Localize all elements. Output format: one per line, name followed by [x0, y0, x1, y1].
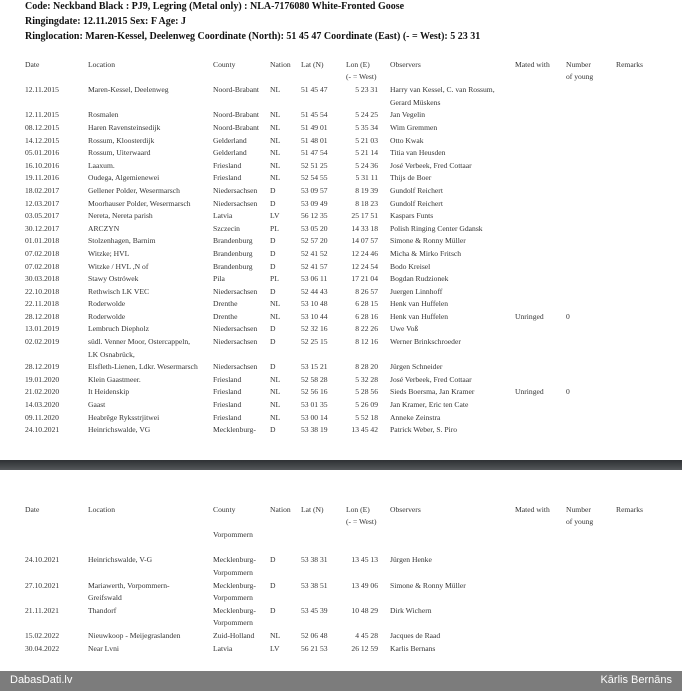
cell-observers: Sieds Boersma, Jan Kramer	[390, 387, 475, 397]
cell-location: südl. Venner Moor, Ostercappeln, LK Osnabrück,	[88, 337, 191, 359]
cell-observers: Jan Vegelin	[390, 110, 426, 120]
table-row	[0, 412, 682, 425]
cell-observers: Juergen Linnhoff	[390, 286, 443, 296]
cell-observers: Wim Gremmen	[390, 122, 438, 132]
cell-county: Friesland	[213, 387, 242, 397]
cell-nation: D	[270, 605, 276, 615]
cell-lon: 8 26 57	[355, 286, 378, 296]
cell-location: Nieuwkoop - Meijegraslanden	[88, 630, 181, 640]
cell-lon: 17 21 04	[351, 274, 378, 284]
table-header	[0, 504, 682, 529]
cell-location: Moorhauser Polder, Wesermarsch	[88, 198, 191, 208]
cell-lat: 52 56 16	[301, 387, 328, 397]
cell-date: 14.12.2015	[25, 135, 60, 145]
cell-location: Laaxum.	[88, 160, 115, 170]
cell-lon: 5 52 18	[355, 412, 378, 422]
cell-county: Niedersachsen	[213, 198, 258, 208]
cell-observers: Harry van Kessel, C. van Rossum, Gerard Müskens	[390, 85, 495, 107]
cell-observers: Gundolf Reichert	[390, 198, 443, 208]
cell-location: Rossum, Uiterwaard	[88, 148, 151, 158]
cell-observers: Bogdan Rudzionek	[390, 274, 449, 284]
cell-lon: 10 48 29	[351, 605, 378, 615]
cell-lon: 5 24 36	[355, 160, 378, 170]
cell-lat: 51 48 01	[301, 135, 328, 145]
cell-observers: Werner Brinkschroeder	[390, 337, 461, 347]
table-row	[0, 172, 682, 185]
table-row	[0, 248, 682, 261]
cell-nation: NL	[270, 387, 281, 397]
table-row	[0, 147, 682, 160]
col-county: County	[213, 60, 236, 69]
cell-date: 30.03.2018	[25, 274, 60, 284]
author-name: Kārlis Bernāns	[600, 674, 672, 686]
table-row	[0, 643, 682, 656]
footer-bar	[0, 671, 682, 691]
col-date: Date	[25, 60, 40, 69]
cell-nation: D	[270, 286, 276, 296]
table-row	[0, 605, 682, 630]
cell-county: Brandenburg	[213, 248, 253, 258]
cell-lat: 53 15 21	[301, 362, 328, 372]
cell-date: 07.02.2018	[25, 248, 60, 258]
cell-nation: D	[270, 580, 276, 590]
cell-observers: Dirk Wichern	[390, 605, 432, 615]
cell-county: Niedersachsen	[213, 185, 258, 195]
cell-nation: NL	[270, 173, 281, 183]
cell-nation: PL	[270, 223, 279, 233]
cell-nation: LV	[270, 643, 280, 653]
ringing-date-line: Ringingdate: 12.11.2015 Sex: F Age: J	[25, 16, 187, 27]
cell-lon: 13 45 42	[351, 425, 378, 435]
cell-date: 22.11.2018	[25, 299, 59, 309]
cell-observers: José Verbeek, Fred Cottaar	[390, 160, 472, 170]
col-mated: Mated with	[515, 505, 550, 514]
cell-nation: D	[270, 324, 276, 334]
cell-date: 01.01.2018	[25, 236, 60, 246]
cell-lon: 13 45 13	[351, 555, 378, 565]
cell-lat: 53 06 11	[301, 274, 328, 284]
cell-date: 24.10.2021	[25, 425, 60, 435]
cell-location: It Heidenskip	[88, 387, 130, 397]
col-date: Date	[25, 505, 40, 514]
cell-date: 30.04.2022	[25, 643, 60, 653]
ring-code-line: Code: Neckband Black : PJ9, Legring (Metal only) : NLA-7176080 White-Fronted Goose	[25, 1, 405, 12]
cell-lon: 25 17 51	[351, 211, 378, 221]
cell-observers: Jan Kramer, Eric ten Cate	[390, 400, 469, 410]
col-location: Location	[88, 505, 115, 514]
col-observers: Observers	[390, 60, 421, 69]
cell-date: 07.02.2018	[25, 261, 60, 271]
cell-lat: 53 09 49	[301, 198, 328, 208]
cell-county: Noord-Brabant	[213, 85, 259, 95]
cell-lat: 52 51 25	[301, 160, 328, 170]
cell-lon: 4 45 28	[355, 630, 378, 640]
cell-observers: Titia van Heusden	[390, 148, 446, 158]
cell-date: 27.10.2021	[25, 580, 60, 590]
table-row	[0, 160, 682, 173]
table-header	[0, 59, 682, 84]
cell-observers: Bodo Kreisel	[390, 261, 431, 271]
cell-county: Drenthe	[213, 299, 238, 309]
col-remarks: Remarks	[616, 505, 643, 514]
cell-county: Mecklenburg-	[213, 425, 256, 435]
cell-lon: 5 35 34	[355, 122, 378, 132]
cell-location: Roderwolde	[88, 299, 126, 309]
cell-observers: Jacques de Raad	[390, 630, 441, 640]
col-location: Location	[88, 60, 115, 69]
table-row	[0, 261, 682, 274]
cell-lat: 51 45 47	[301, 85, 328, 95]
cell-observers: Otto Kwak	[390, 135, 424, 145]
page-separator	[0, 460, 682, 470]
cell-lon: 5 21 03	[355, 135, 378, 145]
cell-location: Nereta, Nereta parish	[88, 211, 153, 221]
cell-observers: Gundolf Reichert	[390, 185, 443, 195]
cell-observers: Polish Ringing Center Gdansk	[390, 223, 483, 233]
cell-lon: 6 28 15	[355, 299, 378, 309]
cell-location: Stawy Ostrówek	[88, 274, 139, 284]
cell-date: 14.03.2020	[25, 400, 60, 410]
cell-location: Klein Gaastmeer.	[88, 374, 141, 384]
table-row	[0, 198, 682, 211]
cell-lon: 13 49 06	[351, 580, 378, 590]
cell-county: Friesland	[213, 374, 242, 384]
cell-lat: 56 21 53	[301, 643, 328, 653]
col-lat: Lat (N)	[301, 60, 324, 69]
cell-lat: 53 38 19	[301, 425, 328, 435]
table-body-page1	[0, 84, 682, 437]
col-young: Number of young	[566, 60, 594, 81]
col-nation: Nation	[270, 505, 291, 514]
cell-lat: 51 49 01	[301, 122, 328, 132]
cell-date: 28.12.2019	[25, 362, 60, 372]
cell-date: 21.11.2021	[25, 605, 59, 615]
table-row	[0, 109, 682, 122]
col-young: Number of young	[566, 505, 594, 526]
cell-observers: Simone & Ronny Müller	[390, 236, 466, 246]
cell-date: 30.12.2017	[25, 223, 60, 233]
table-row	[0, 554, 682, 579]
cell-county: Niedersachsen	[213, 286, 258, 296]
cell-lat: 53 09 57	[301, 185, 328, 195]
cell-lon: 8 22 26	[355, 324, 378, 334]
cell-lon: 8 19 39	[355, 185, 378, 195]
cell-lat: 52 06 48	[301, 630, 328, 640]
cell-observers: Uwe Voß	[390, 324, 419, 334]
cell-lon: 6 28 16	[355, 311, 378, 321]
cell-date: 22.10.2018	[25, 286, 60, 296]
cell-county: Friesland	[213, 412, 242, 422]
cell-location: Roderwolde	[88, 311, 126, 321]
cell-county: Brandenburg	[213, 236, 253, 246]
cell-lat: 51 45 54	[301, 110, 328, 120]
cell-lon: 5 32 28	[355, 374, 378, 384]
cell-nation: D	[270, 248, 276, 258]
cell-observers: Jürgen Henke	[390, 555, 432, 565]
cell-date: 21.02.2020	[25, 387, 60, 397]
cell-county: Niedersachsen	[213, 362, 258, 372]
cell-nation: D	[270, 236, 276, 246]
table-row	[0, 223, 682, 236]
col-lon: Lon (E) (- = West)	[346, 60, 377, 81]
cell-lon: 8 28 20	[355, 362, 378, 372]
cell-observers: Jürgen Schneider	[390, 362, 443, 372]
cell-date: 05.01.2016	[25, 148, 60, 158]
cell-location: Rethwisch LK VEC	[88, 286, 150, 296]
table-row	[0, 235, 682, 248]
cell-lat: 53 05 20	[301, 223, 328, 233]
cell-lon: 5 23 31	[355, 85, 378, 95]
cell-nation: NL	[270, 85, 281, 95]
cell-county: Friesland	[213, 173, 242, 183]
observations-table-page1	[0, 59, 682, 437]
cell-county: Latvia	[213, 643, 233, 653]
table-row	[0, 122, 682, 135]
table-row	[0, 185, 682, 198]
cell-lon: 8 12 16	[355, 337, 378, 347]
cell-location: Heinrichswalde, V-G	[88, 555, 153, 565]
cell-lon: 5 28 56	[355, 387, 378, 397]
cell-location: Thandorf	[88, 605, 117, 615]
cell-lat: 53 38 51	[301, 580, 328, 590]
cell-lon: 26 12 59	[351, 643, 378, 653]
cell-location: Mariawerth, Vorpommern- Greifswald	[88, 580, 170, 603]
cell-lat: 53 01 35	[301, 400, 328, 410]
cell-county: Mecklenburg- Vorpommern	[213, 580, 256, 603]
cell-nation: NL	[270, 110, 281, 120]
cell-nation: D	[270, 555, 276, 565]
cell-location: Gellener Polder, Wesermarsch	[88, 185, 180, 195]
table-row	[0, 399, 682, 412]
cell-location: Witzke / HVL ,N of	[88, 261, 149, 271]
cell-nation: D	[270, 261, 276, 271]
cell-date: 12.11.2015	[25, 85, 59, 95]
cell-date: 18.02.2017	[25, 185, 60, 195]
table-row	[0, 580, 682, 605]
cell-county: Szczecin	[213, 223, 240, 233]
cell-county: Noord-Brabant	[213, 122, 259, 132]
cell-nation: D	[270, 362, 276, 372]
cell-observers: Patrick Weber, S. Piro	[390, 425, 458, 435]
cell-location: Lembruch Diepholz	[88, 324, 149, 334]
cell-date: 09.11.2020	[25, 412, 59, 422]
cell-county: Gelderland	[213, 148, 247, 158]
cell-lat: 52 25 15	[301, 337, 328, 347]
col-lon: Lon (E) (- = West)	[346, 505, 377, 526]
cell-observers: Simone & Ronny Müller	[390, 580, 466, 590]
col-county: County	[213, 505, 236, 514]
cell-lat: 52 32 16	[301, 324, 328, 334]
cell-nation: D	[270, 337, 276, 347]
table-row	[0, 311, 682, 324]
cell-mated-with: Unringed	[515, 311, 544, 321]
cell-date: 12.11.2015	[25, 110, 59, 120]
cell-observers: Henk van Huffelen	[390, 299, 449, 309]
cell-date: 19.01.2020	[25, 374, 60, 384]
site-name[interactable]: DabasDati.lv	[10, 674, 73, 686]
cell-observers: Micha & Mirko Fritsch	[390, 248, 462, 258]
cell-nation: LV	[270, 211, 280, 221]
cell-nation: NL	[270, 400, 281, 410]
cell-date: 12.03.2017	[25, 198, 60, 208]
cell-county: Friesland	[213, 400, 242, 410]
table-row	[0, 210, 682, 223]
cell-date: 08.12.2015	[25, 122, 60, 132]
col-nation: Nation	[270, 60, 291, 69]
cell-observers: Kaspars Funts	[390, 211, 434, 221]
cell-lat: 52 58 28	[301, 374, 328, 384]
cell-lat: 52 44 43	[301, 286, 328, 296]
cell-date: 13.01.2019	[25, 324, 60, 334]
cell-lon: 14 33 18	[351, 223, 378, 233]
cell-observers: Anneke Zeinstra	[390, 412, 441, 422]
cell-lon: 8 18 23	[355, 198, 378, 208]
carryover-row	[0, 529, 682, 542]
cell-date: 16.10.2016	[25, 160, 60, 170]
cell-nation: NL	[270, 412, 281, 422]
cell-observers: Thijs de Boer	[390, 173, 432, 183]
cell-location: Elsfleth-Lienen, Ldkr. Wesermarsch	[88, 362, 198, 372]
cell-location: Near Lvni	[88, 643, 119, 653]
cell-county: Niedersachsen	[213, 324, 258, 334]
cell-county: Noord-Brabant	[213, 110, 259, 120]
cell-date: 24.10.2021	[25, 555, 60, 565]
cell-lat: 53 10 48	[301, 299, 328, 309]
cell-location: Rossum, Kloosterdijk	[88, 135, 155, 145]
cell-lat: 53 45 39	[301, 605, 328, 615]
cell-location: Maren-Kessel, Deelenweg	[88, 85, 169, 95]
table-row	[0, 323, 682, 336]
cell-nation: NL	[270, 135, 281, 145]
cell-lat: 53 10 44	[301, 311, 328, 321]
cell-lat: 56 12 35	[301, 211, 328, 221]
cell-date: 03.05.2017	[25, 211, 60, 221]
cell-location: Gaast	[88, 400, 106, 410]
table-row	[0, 374, 682, 387]
cell-county: Gelderland	[213, 135, 247, 145]
cell-number-of-young: 0	[566, 311, 570, 321]
col-lat: Lat (N)	[301, 505, 324, 514]
cell-county: Friesland	[213, 160, 242, 170]
cell-nation: D	[270, 425, 276, 435]
cell-location: Stolzenhagen, Barnim	[88, 236, 156, 246]
col-observers: Observers	[390, 505, 421, 514]
table-row	[0, 361, 682, 374]
cell-lat: 53 38 31	[301, 555, 328, 565]
cell-location: Haren Ravensteinsedijk	[88, 122, 161, 132]
cell-nation: NL	[270, 311, 281, 321]
table-row	[0, 424, 682, 437]
cell-observers: Henk van Huffelen	[390, 311, 449, 321]
cell-nation: NL	[270, 148, 281, 158]
cell-county: Brandenburg	[213, 261, 253, 271]
cell-lon: 5 31 11	[355, 173, 378, 183]
table-row	[0, 84, 682, 109]
cell-nation: NL	[270, 299, 281, 309]
cell-county: Niedersachsen	[213, 337, 258, 347]
cell-lon: 5 21 14	[355, 148, 378, 158]
cell-observers: José Verbeek, Fred Cottaar	[390, 374, 472, 384]
cell-location: ARCZYN	[88, 223, 120, 233]
cell-nation: NL	[270, 122, 281, 132]
cell-lat: 51 47 54	[301, 148, 328, 158]
cell-location: Heinrichswalde, VG	[88, 425, 151, 435]
cell-observers: Karlis Bernans	[390, 643, 436, 653]
cell-mated-with: Unringed	[515, 387, 544, 397]
cell-nation: D	[270, 185, 276, 195]
col-mated: Mated with	[515, 60, 550, 69]
table-row	[0, 298, 682, 311]
observations-table-page2	[0, 504, 682, 655]
cell-lat: 52 57 20	[301, 236, 328, 246]
table-body-page2	[0, 554, 682, 655]
table-row	[0, 630, 682, 643]
cell-date: 28.12.2018	[25, 311, 60, 321]
table-row	[0, 386, 682, 399]
cell-lat: 53 00 14	[301, 412, 328, 422]
cell-nation: NL	[270, 160, 281, 170]
ring-location-line: Ringlocation: Maren-Kessel, Deelenweg Coordinate (North): 51 45 47 Coordinate (East) (- = West): 5 23 31	[25, 31, 481, 42]
cell-location: Witzke; HVL	[88, 248, 130, 258]
cell-lon: 12 24 46	[351, 248, 378, 258]
cell-location: Oudega, Algemienewei	[88, 173, 160, 183]
cell-lon: 12 24 54	[351, 261, 378, 271]
cell-lon: 5 24 25	[355, 110, 378, 120]
cell-nation: NL	[270, 630, 281, 640]
cell-nation: NL	[270, 374, 281, 384]
cell-date: 19.11.2016	[25, 173, 59, 183]
cell-date: 15.02.2022	[25, 630, 60, 640]
cell-lat: 52 54 55	[301, 173, 328, 183]
cell-county: Drenthe	[213, 311, 238, 321]
cell-lon: 5 26 09	[355, 400, 378, 410]
cell-number-of-young: 0	[566, 387, 570, 397]
table-row	[0, 286, 682, 299]
table-row	[0, 273, 682, 286]
table-row	[0, 135, 682, 148]
cell-county: Mecklenburg- Vorpommern	[213, 555, 256, 577]
cell-nation: D	[270, 198, 276, 208]
spacer	[0, 542, 682, 555]
cell-date: 02.02.2019	[25, 337, 60, 347]
table-row	[0, 336, 682, 361]
col-remarks: Remarks	[616, 60, 643, 69]
cell-lat: 52 41 52	[301, 248, 328, 258]
cell-county: Latvia	[213, 211, 233, 221]
cell-location: Rosmalen	[88, 110, 119, 120]
cell-location: Heabrêge Ryksstrjitwei	[88, 412, 160, 422]
cell-county: Mecklenburg- Vorpommern	[213, 605, 256, 628]
cell-lon: 14 07 57	[351, 236, 378, 246]
cell-nation: PL	[270, 274, 279, 284]
cell-lat: 52 41 57	[301, 261, 328, 271]
carryover-county: Vorpommern	[213, 530, 253, 540]
cell-county: Zuid-Holland	[213, 630, 255, 640]
cell-county: Pila	[213, 274, 225, 284]
